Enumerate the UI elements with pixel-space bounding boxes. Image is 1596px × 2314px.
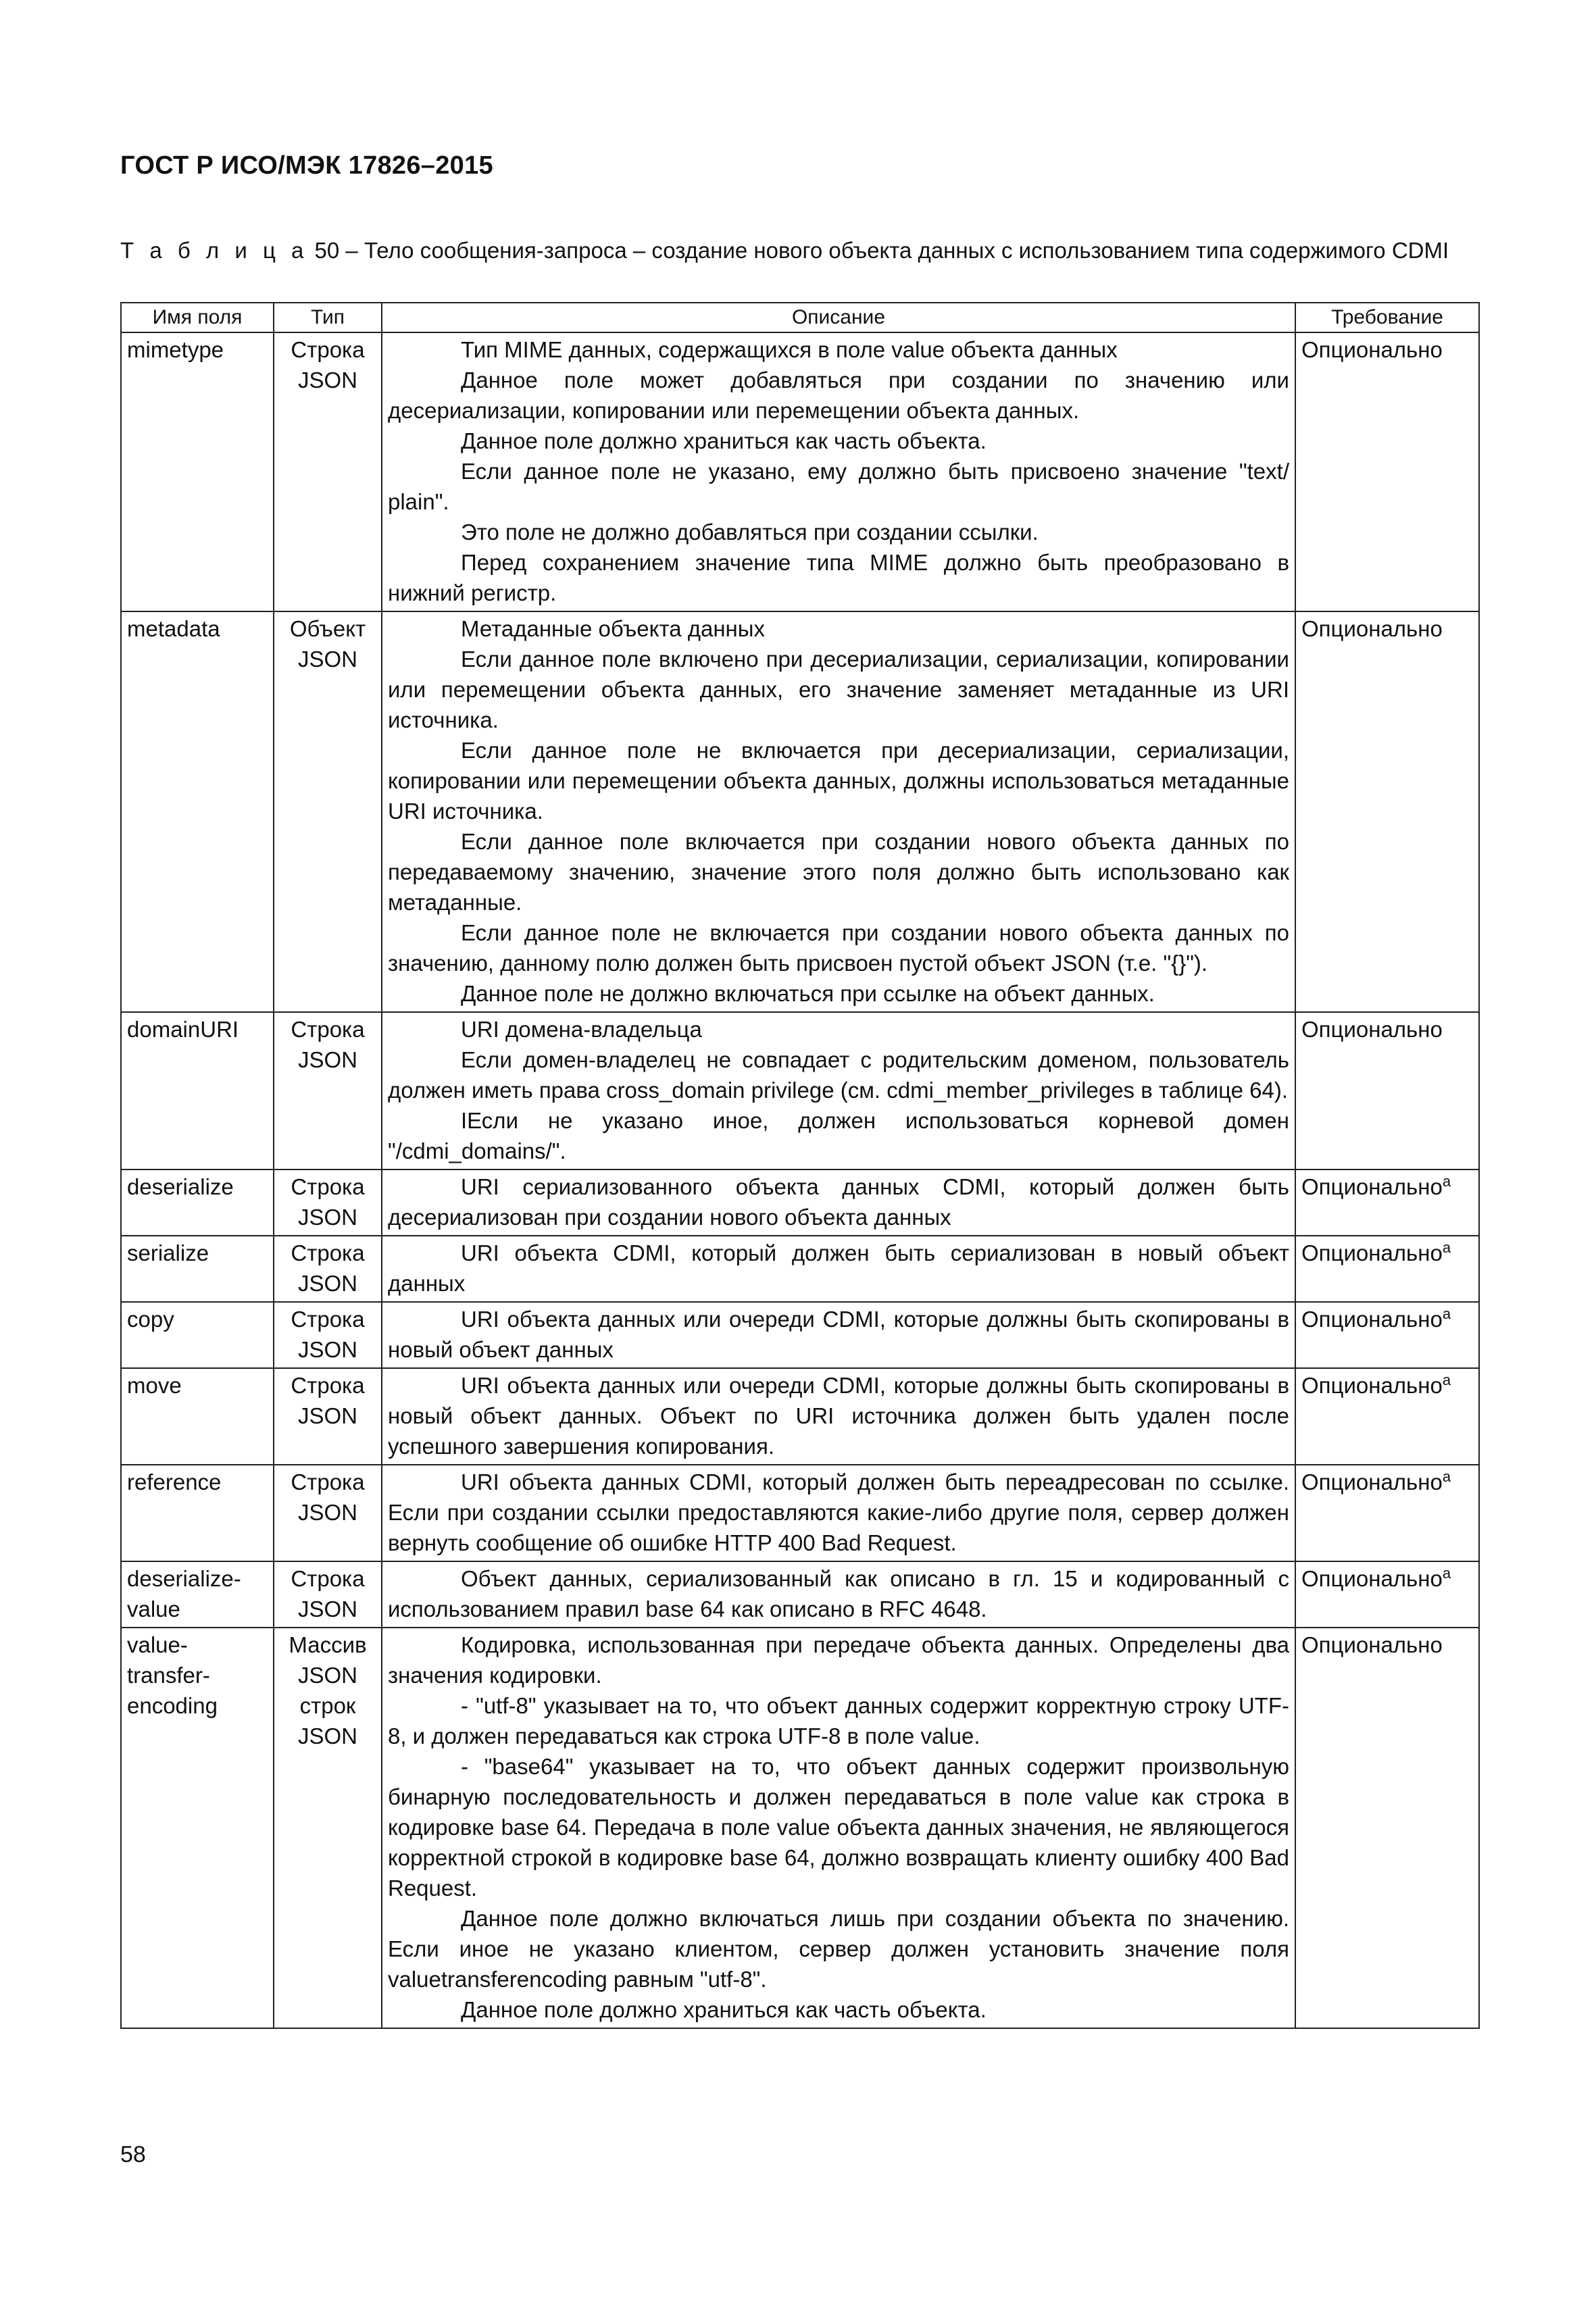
description-paragraph: Если данное поле включается при создании нового объекта данных по передаваемому значению, значение этого поля должно быть использовано как метаданные.: [388, 829, 1289, 915]
table-caption-text: 50 – Тело сообщения-запроса – создание нового объекта данных с использованием типа содержимого CDMI: [314, 238, 1449, 263]
table-row: [121, 1561, 1479, 1628]
description-paragraph: Это поле не должно добавляться при создании ссылки.: [461, 520, 1039, 545]
fields-table: [120, 302, 1480, 2029]
requirement-text: Опционально: [1301, 337, 1443, 362]
description-paragraph: URI сериализованного объекта данных CDMI, который должен быть десериализован при создании нового объекта данных: [388, 1174, 1289, 1230]
description-paragraph: Если домен-владелец не совпадает с родительским доменом, пользователь должен иметь права cross_domain privilege (см. cdmi_member_privileges в таблице 64).: [388, 1047, 1289, 1103]
footnote-marker: a: [1442, 1372, 1451, 1388]
field-type-cell: Строка JSON: [274, 332, 382, 611]
description-paragraph: URI объекта данных или очереди CDMI, которые должны быть скопированы в новый объект данных. Объект по URI источника должен быть удален после успешного завершения копирования.: [388, 1373, 1289, 1459]
requirement-text: Опционально: [1301, 1469, 1443, 1494]
requirement-text: Опционально: [1301, 1174, 1443, 1199]
field-name-cell: serialize: [121, 1236, 274, 1302]
field-requirement-cell: [1295, 1465, 1479, 1561]
description-paragraph: URI объекта CDMI, который должен быть сериализован в новый объект данных: [388, 1240, 1289, 1296]
field-type-cell: Строка JSON: [274, 1302, 382, 1368]
field-description-cell: [382, 611, 1295, 1012]
requirement-text: Опционально: [1301, 1373, 1443, 1398]
field-type-cell: Строка JSON: [274, 1368, 382, 1465]
field-name-cell: domainURI: [121, 1012, 274, 1169]
table-row: [121, 1169, 1479, 1236]
requirement-text: Опционально: [1301, 1566, 1443, 1591]
description-paragraph: Данное поле не должно включаться при ссылке на объект данных.: [461, 981, 1155, 1006]
field-name-cell: value-transfer-encoding: [121, 1628, 274, 2028]
description-paragraph: Метаданные объекта данных: [461, 616, 765, 641]
field-requirement-cell: [1295, 1302, 1479, 1368]
field-requirement-cell: [1295, 1236, 1479, 1302]
field-name-cell: reference: [121, 1465, 274, 1561]
field-type-cell: Строка JSON: [274, 1169, 382, 1236]
table-body: [121, 332, 1479, 2028]
description-paragraph: Объект данных, сериализованный как описано в гл. 15 и кодированный с использованием правил base 64 как описано в RFC 4648.: [388, 1566, 1289, 1621]
description-paragraph: - "utf-8" указывает на то, что объект данных содержит корректную строку UTF-8, и должен передаваться как строка UTF-8 в поле value.: [388, 1693, 1289, 1749]
field-type-cell: Строка JSON: [274, 1561, 382, 1628]
field-requirement-cell: [1295, 1368, 1479, 1465]
description-paragraph: URI домена-владельца: [461, 1017, 702, 1042]
field-description-cell: [382, 1012, 1295, 1169]
field-requirement-cell: [1295, 1012, 1479, 1169]
table-row: [121, 1236, 1479, 1302]
field-type-cell: Строка JSON: [274, 1236, 382, 1302]
table-caption-label: Т а б л и ц а: [120, 238, 309, 263]
description-paragraph: Данное поле должно храниться как часть объекта.: [461, 428, 987, 453]
table-row: [121, 611, 1479, 1012]
footnote-marker: a: [1442, 1305, 1451, 1322]
description-paragraph: Если данное поле включено при десериализации, сериализации, копировании или перемещении объекта данных, его значение заменяет метаданные из URI источника.: [388, 647, 1289, 732]
field-description-cell: [382, 1628, 1295, 2028]
field-requirement-cell: [1295, 1561, 1479, 1628]
field-description-cell: [382, 1465, 1295, 1561]
description-paragraph: URI объекта данных CDMI, который должен быть переадресован по ссылке. Если при создании ссылки предоставляются какие-либо другие поля, сервер должен вернуть сообщение об ошибке HTTP 400 Bad Request.: [388, 1469, 1289, 1555]
table-header-row: [121, 303, 1479, 332]
column-header-type: Тип: [274, 303, 382, 332]
footnote-marker: a: [1442, 1173, 1451, 1190]
description-paragraph: Тип MIME данных, содержащихся в поле value объекта данных: [461, 337, 1118, 362]
requirement-text: Опционально: [1301, 1307, 1443, 1332]
field-type-cell: Строка JSON: [274, 1012, 382, 1169]
description-paragraph: IЕсли не указано иное, должен использоваться корневой домен "/cdmi_domains/".: [388, 1108, 1289, 1163]
description-paragraph: - "base64" указывает на то, что объект данных содержит произвольную бинарную последовательность и должен передаваться в поле value как строка в кодировке base 64. Передача в поле value объекта данных значения, не являющегося корректной строкой в кодировке base 64, должно возвращать клиенту ошибку 400 Bad Request.: [388, 1754, 1289, 1901]
field-type-cell: Объект JSON: [274, 611, 382, 1012]
description-paragraph: Если данное поле не включается при десериализации, сериализации, копировании или перемещении объекта данных, должны использоваться метаданные URI источника.: [388, 738, 1289, 824]
description-paragraph: Перед сохранением значение типа MIME должно быть преобразовано в нижний регистр.: [388, 550, 1289, 605]
field-requirement-cell: [1295, 332, 1479, 611]
description-paragraph: Кодировка, использованная при передаче объекта данных. Определены два значения кодировки.: [388, 1632, 1289, 1688]
table-row: [121, 1368, 1479, 1465]
field-description-cell: [382, 1561, 1295, 1628]
field-description-cell: [382, 1368, 1295, 1465]
description-paragraph: URI объекта данных или очереди CDMI, которые должны быть скопированы в новый объект данных: [388, 1307, 1289, 1362]
table-row: [121, 1012, 1479, 1169]
field-name-cell: deserialize: [121, 1169, 274, 1236]
field-name-cell: metadata: [121, 611, 274, 1012]
field-requirement-cell: [1295, 611, 1479, 1012]
footnote-marker: a: [1442, 1239, 1451, 1256]
footnote-marker: a: [1442, 1468, 1451, 1485]
page-number: 58: [120, 2142, 146, 2167]
document-title: ГОСТ Р ИСО/МЭК 17826–2015: [120, 151, 493, 180]
column-header-description: Описание: [382, 303, 1295, 332]
field-description-cell: [382, 1169, 1295, 1236]
column-header-name: Имя поля: [121, 303, 274, 332]
field-description-cell: [382, 332, 1295, 611]
description-paragraph: Если данное поле не указано, ему должно быть присвоено значение "text/ plain".: [388, 459, 1289, 514]
table-row: [121, 1465, 1479, 1561]
requirement-text: Опционально: [1301, 1017, 1443, 1042]
requirement-text: Опционально: [1301, 616, 1443, 641]
description-paragraph: Данное поле может добавляться при создании по значению или десериализации, копировании или перемещении объекта данных.: [388, 368, 1289, 423]
table-row: [121, 1302, 1479, 1368]
table-row: [121, 1628, 1479, 2028]
field-name-cell: deserialize-value: [121, 1561, 274, 1628]
field-name-cell: copy: [121, 1302, 274, 1368]
field-requirement-cell: [1295, 1628, 1479, 2028]
field-name-cell: mimetype: [121, 332, 274, 611]
field-type-cell: Строка JSON: [274, 1465, 382, 1561]
table-caption: [120, 235, 1485, 266]
column-header-requirement: Требование: [1295, 303, 1479, 332]
requirement-text: Опционально: [1301, 1632, 1443, 1657]
field-description-cell: [382, 1236, 1295, 1302]
field-name-cell: move: [121, 1368, 274, 1465]
description-paragraph: Данное поле должно включаться лишь при создании объекта по значению. Если иное не указано клиентом, сервер должен установить значение поля valuetransferencoding равным "utf-8".: [388, 1906, 1289, 1992]
requirement-text: Опционально: [1301, 1240, 1443, 1265]
description-paragraph: Если данное поле не включается при создании нового объекта данных по значению, данному полю должен быть присвоен пустой объект JSON (т.е. "{}").: [388, 920, 1289, 976]
field-description-cell: [382, 1302, 1295, 1368]
field-requirement-cell: [1295, 1169, 1479, 1236]
footnote-marker: a: [1442, 1565, 1451, 1582]
table-row: [121, 332, 1479, 611]
field-type-cell: Массив JSON строк JSON: [274, 1628, 382, 2028]
description-paragraph: Данное поле должно храниться как часть объекта.: [461, 1997, 987, 2022]
